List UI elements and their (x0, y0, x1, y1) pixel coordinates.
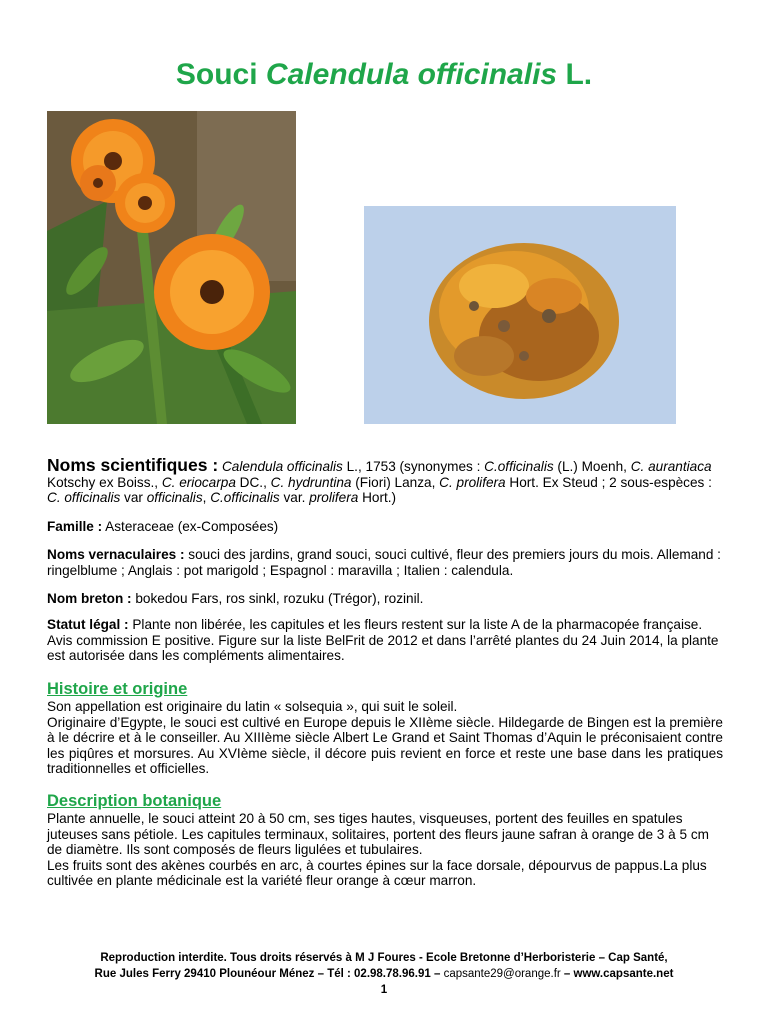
family-paragraph (47, 519, 723, 535)
history-heading: Histoire et origine (47, 680, 188, 698)
text-fragment: L., 1753 (synonymes : (342, 459, 485, 474)
calendula-plant-photo (47, 111, 296, 424)
title-author: L. (565, 58, 593, 91)
botany-heading: Description botanique (47, 792, 222, 810)
subspecies-name: C.officinalis (210, 490, 280, 506)
history-section (47, 680, 723, 777)
vernacular-paragraph (47, 547, 723, 578)
synonym-name: C.officinalis (484, 459, 554, 474)
text-fragment: var. (279, 490, 310, 506)
history-line: Son appellation est originaire du latin « solsequia », qui suit le soleil. (47, 699, 458, 714)
species-name: Calendula officinalis (221, 459, 343, 474)
botany-paragraph-1: Plante annuelle, le souci atteint 20 à 50 cm, ses tiges hautes, visqueuses, portent des feuilles en spatules juteuses sans pétiole. Les capitules terminaux, solitaires, portent des fleurs jaune safran à orange de 3 à 5 cm de diamètre. Ils sont composés de fleurs ligulées et tubulaires. (47, 811, 709, 858)
footer-email-link[interactable]: capsante29@orange.fr (443, 968, 561, 980)
text-fragment: , (202, 490, 211, 506)
breton-paragraph (47, 591, 723, 607)
page-number: 1 (380, 984, 388, 996)
synonym-name: C. hydruntina (270, 474, 352, 490)
botany-section (47, 792, 723, 889)
subspecies-name: officinalis (146, 490, 203, 506)
scientific-names-paragraph (47, 455, 723, 506)
subspecies-name: prolifera (309, 490, 359, 506)
vernacular-label: Noms vernaculaires : (47, 547, 185, 562)
footer-copyright: Reproduction interdite. Tous droits réservés à M J Foures - Ecole Bretonne d’Herboristerie – Cap Santé, (100, 952, 668, 964)
title-common-name: Souci (175, 58, 258, 91)
family-value: Asteraceae (ex-Composées) (102, 519, 279, 534)
history-paragraph: Originaire d’Egypte, le souci est cultivé en Europe depuis le XIIème siècle. Hildegarde de Bingen est la première à le décrire et à le conseiller. Au XIIIème siècle Albert Le Grand et Saint Thomas d’Aquin le préconisaient contre les piqûres et morsures. Au XVIème siècle, il décore puis revient en force et reste une base dans les pratiques traditionnelles et officielles. (47, 714, 723, 777)
text-fragment: DC., (235, 474, 271, 490)
breton-value: bokedou Fars, ros sinkl, rozuku (Trégor), rozinil. (131, 591, 424, 606)
breton-label: Nom breton : (47, 591, 132, 606)
page-title (0, 58, 768, 92)
footer-address-text: Rue Jules Ferry 29410 Plounéour Ménez – Tél : 02.98.78.96.91 – (94, 968, 444, 980)
family-label: Famille : (47, 519, 103, 534)
legal-label: Statut légal : (47, 617, 129, 632)
footer-address (0, 966, 768, 982)
vernacular-value: souci des jardins, grand souci, souci cultivé, fleur des premiers jours du mois. Allemand : ringelblume ; Anglais : pot marigold ; Espagnol : maravilla ; Italien : calendula. (47, 547, 721, 578)
title-latin-name: Calendula officinalis (265, 58, 558, 91)
botany-paragraph-2: Les fruits sont des akènes courbés en arc, à courtes épines sur la face dorsale, dépourvus de pappus.La plus cultivée en plante médicinale est la variété fleur orange à cœur marron. (47, 857, 707, 889)
subspecies-name: C. officinalis (47, 490, 121, 506)
legal-value: Plante non libérée, les capitules et les fleurs restent sur la liste A de la pharmacopée française. Avis commission E positive. Figure sur la liste BelFrit de 2012 et dans l’arrêté plantes du 24 Juin 2014, la plante est autorisée dans les compléments alimentaires. (47, 617, 719, 664)
text-fragment: (L.) Moenh, (553, 459, 631, 474)
text-fragment: (Fiori) Lanza, (351, 474, 440, 490)
text-fragment: Hort. Ex Steud ; 2 sous-espèces : (505, 474, 712, 490)
dried-calendula-petals-photo (364, 206, 676, 424)
synonym-name: C. eriocarpa (161, 474, 236, 490)
scientific-names-label: Noms scientifiques : (47, 455, 219, 475)
text-fragment: Hort.) (358, 490, 397, 506)
footer-website[interactable]: – www.capsante.net (560, 968, 674, 980)
text-fragment: Kotschy ex Boiss., (47, 474, 162, 490)
synonym-name: C. aurantiaca (630, 459, 712, 474)
synonym-name: C. prolifera (439, 474, 506, 490)
legal-paragraph (47, 617, 723, 664)
text-fragment: var (120, 490, 147, 506)
page-footer (0, 950, 768, 998)
